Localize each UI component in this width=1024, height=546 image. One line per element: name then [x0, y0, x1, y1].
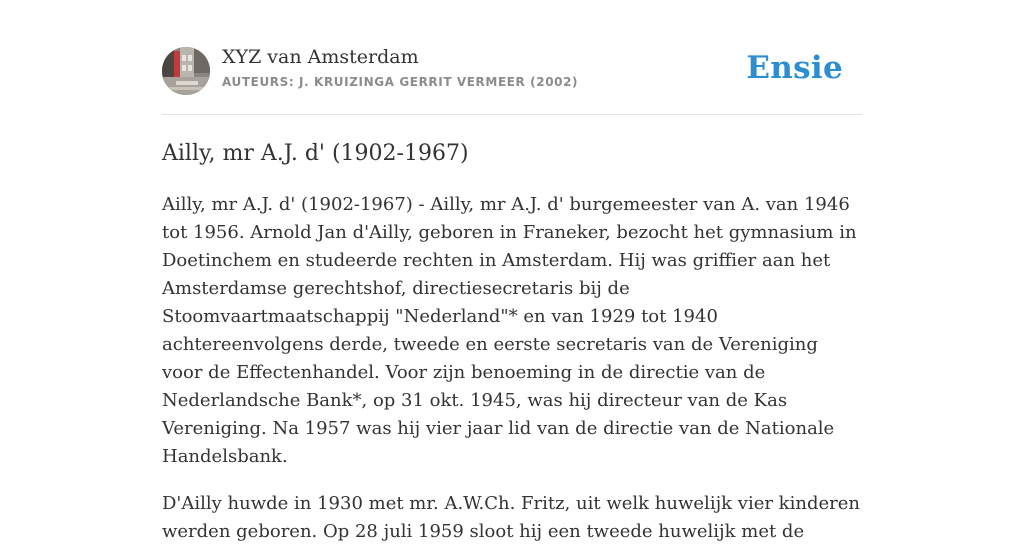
- source-title[interactable]: XYZ van Amsterdam: [222, 46, 419, 68]
- street-photo-icon: [162, 47, 210, 95]
- article-paragraph-1: Ailly, mr A.J. d' (1902-1967) - Ailly, mr A.J. d' burgemeester van A. van 1946 tot 1956. Arnold Jan d'Ailly, geboren in Franeker, bezocht het gymnasium in Doetinchem en studeerde rechten in Amsterdam. Hij was griffier aan het Amsterdamse gerechtshof, directiesecretaris bij de Stoomvaartmaatschappij "Nederland"* en van 1929 tot 1940 achtereenvolgens derde, tweede en eerste secretaris van de Vereniging voor de Effectenhandel. Voor zijn benoeming in de directie van de Nederlandsche Bank*, op 31 okt. 1945, was hij directeur van de Kas Vereniging. Na 1957 was hij vier jaar lid van de directie van de Nationale Handelsbank.: [162, 194, 857, 467]
- page-container: [162, 0, 862, 546]
- article-paragraph-2: D'Ailly huwde in 1930 met mr. A.W.Ch. Fritz, uit welk huwelijk vier kinderen werden geboren. Op 28 juli 1959 sloot hij een tweede huwelijk met de: [162, 493, 860, 542]
- article-title: Ailly, mr A.J. d' (1902-1967): [162, 141, 469, 166]
- ensie-logo[interactable]: Ensie: [746, 50, 843, 86]
- authors-line: AUTEURS: J. KRUIZINGA GERRIT VERMEER (2002): [222, 75, 579, 89]
- source-avatar[interactable]: [162, 47, 210, 95]
- source-header: [162, 0, 862, 115]
